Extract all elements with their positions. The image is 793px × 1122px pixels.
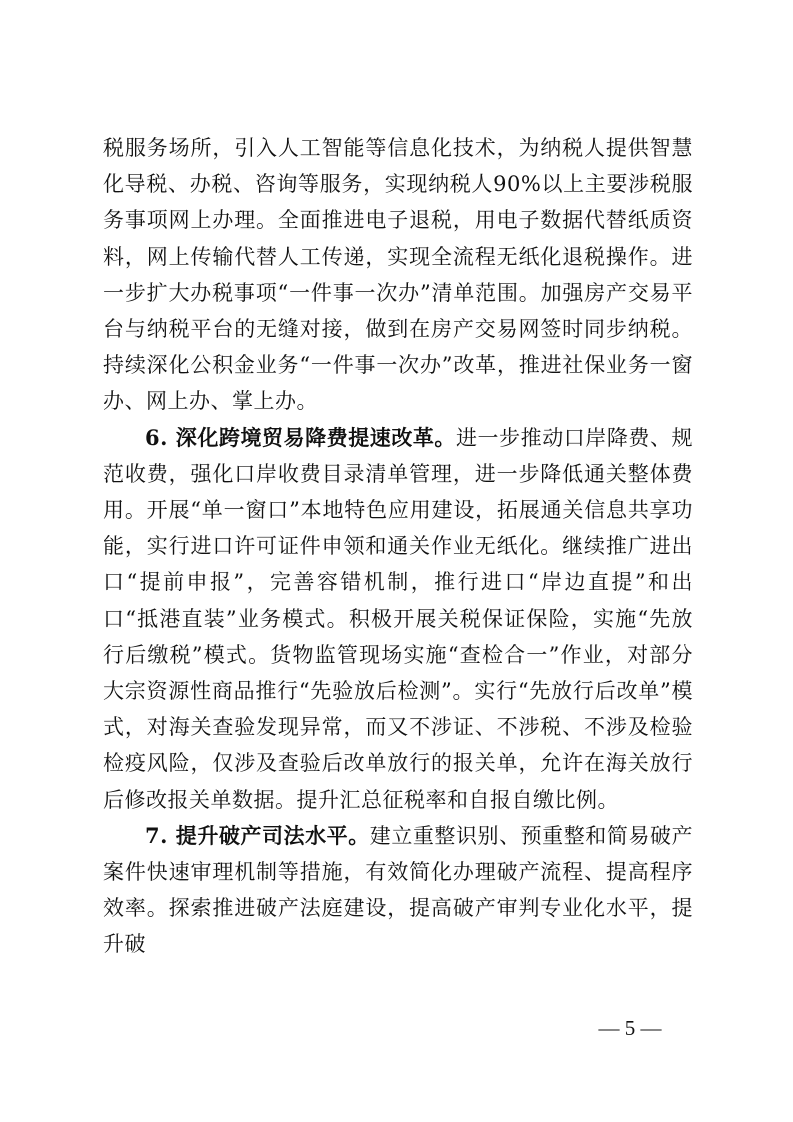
item-6-heading: 6. 深化跨境贸易降费提速改革。 [145,424,456,450]
item-6-text: 进一步推动口岸降费、规范收费，强化口岸收费目录清单管理，进一步降低通关整体费用。开展“单一窗口”本地特色应用建设，拓展通关信息共享功能，实行进口许可证件申领和通关作业无纸化。继续推广进出口“提前申报”，完善容错机制，推行进口“岸边直提”和出口“抵港直装”业务模式。积极开展关税保证保险，实施“先放行后缴税”模式。货物监管现场实施“查检合一”作业，对部分大宗资源性商品推行“先验放后检测”。实行“先放行后改单”模式，对海关查验发现异常，而又不涉证、不涉税、不涉及检验检疫风险，仅涉及查验后改单放行的报关单，允许在海关放行后修改报关单数据。提升汇总征税率和自报自缴比例。 [103,425,694,812]
paragraph-continuation [103,130,693,420]
page-number: — 5 — [598,1016,662,1040]
body-text [103,130,693,963]
paragraph-item-6 [103,420,693,818]
item-7-text: 建立重整识别、预重整和简易破产案件快速审理机制等措施，有效简化办理破产流程、提高程序效率。探索推进破产法庭建设，提高破产审判专业化水平，提升破 [103,823,694,957]
paragraph-text: 税服务场所，引入人工智能等信息化技术，为纳税人提供智慧化导税、办税、咨询等服务，实现纳税人90%以上主要涉税服务事项网上办理。全面推进电子退税，用电子数据代替纸质资料，网上传输代替人工传递，实现全流程无纸化退税操作。进一步扩大办税事项“一件事一次办”清单范围。加强房产交易平台与纳税平台的无缝对接，做到在房产交易网签时同步纳税。持续深化公积金业务“一件事一次办”改革，推进社保业务一窗办、网上办、掌上办。 [103,136,693,414]
paragraph-item-7 [103,818,693,963]
item-7-heading: 7. 提升破产司法水平。 [145,822,370,848]
